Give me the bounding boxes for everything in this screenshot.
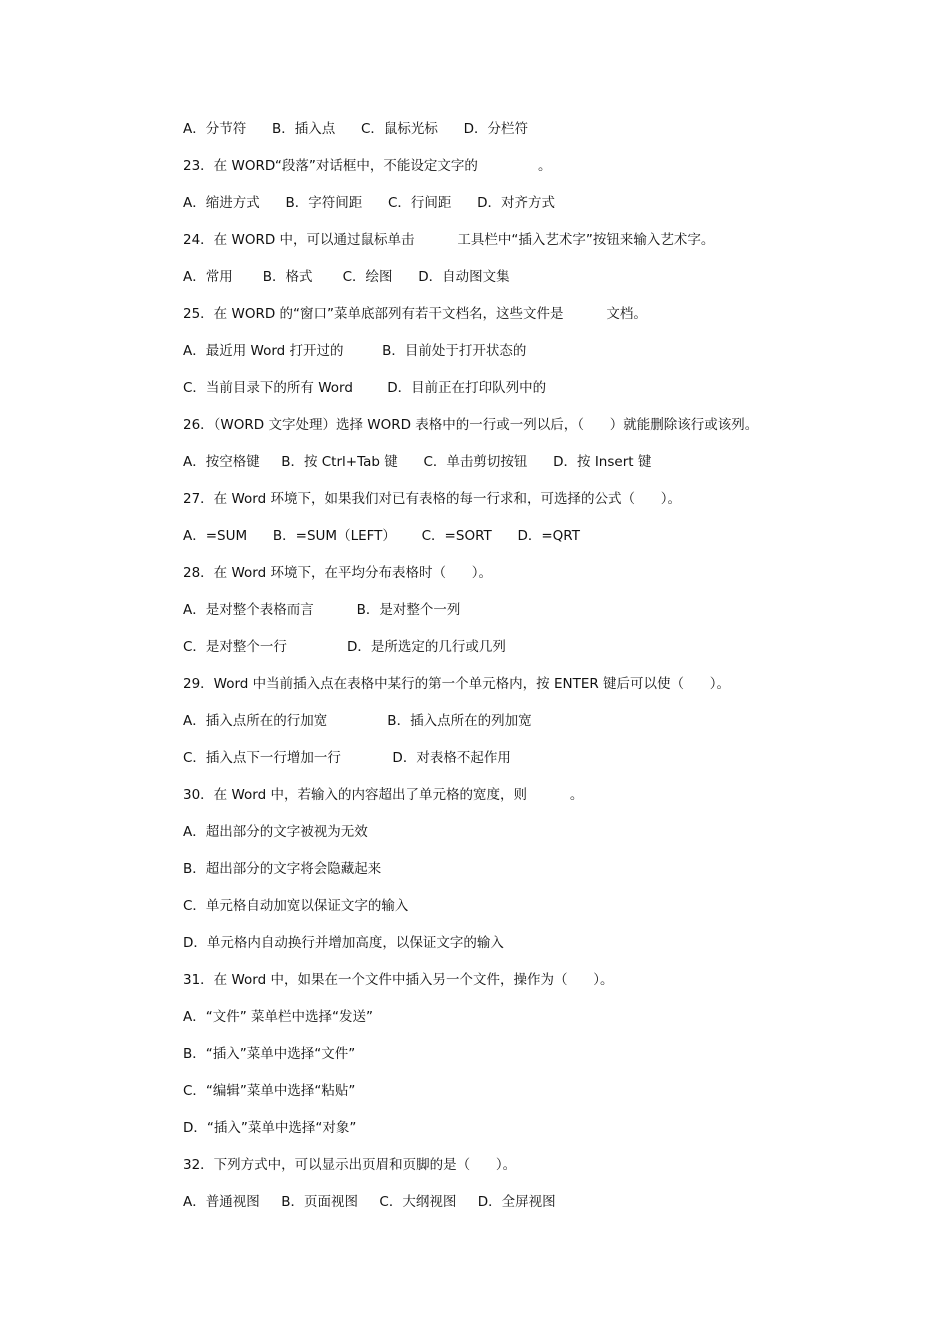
text-line: C．插入点下一行增加一行 D．对表格不起作用 xyxy=(183,750,511,766)
question-32: 32．下列方式中，可以显示出页眉和页脚的是（ ）。 xyxy=(183,1157,517,1173)
text-line: C．当前目录下的所有 Word D．目前正在打印队列中的 xyxy=(183,380,547,396)
text-line: A．按空格键 B．按 Ctrl+Tab 键 C．单击剪切按钮 D．按 Insert 键 xyxy=(183,454,652,470)
text-line: C．是对整个一行 D．是所选定的几行或几列 xyxy=(183,639,506,655)
text-line: D．“插入”菜单中选择“对象” xyxy=(183,1120,357,1136)
question-29: 29．Word 中当前插入点在表格中某行的第一个单元格内，按 ENTER 键后可以使（ ）。 xyxy=(183,676,731,692)
text-line: A．常用 B．格式 C．绘图 D．自动图文集 xyxy=(183,269,510,285)
question-27: 27．在 Word 环境下，如果我们对已有表格的每一行求和，可选择的公式（ ）。 xyxy=(183,491,681,507)
text-line: B．超出部分的文字将会隐藏起来 xyxy=(183,861,382,877)
text-line: A．普通视图 B．页面视图 C．大纲视图 D．全屏视图 xyxy=(183,1194,556,1210)
text-line: A．是对整个表格而言 B．是对整个一列 xyxy=(183,602,461,618)
text-line: A．超出部分的文字被视为无效 xyxy=(183,824,368,840)
question-23: 23．在 WORD“段落”对话框中，不能设定文字的 。 xyxy=(183,158,552,174)
text-line: A．插入点所在的行加宽 B．插入点所在的列加宽 xyxy=(183,713,532,729)
question-24: 24．在 WORD 中，可以通过鼠标单击 工具栏中“插入艺术字”按钮来输入艺术字。 xyxy=(183,232,715,248)
text-line: D．单元格内自动换行并增加高度，以保证文字的输入 xyxy=(183,935,504,951)
question-31: 31．在 Word 中，如果在一个文件中插入另一个文件，操作为（ ）。 xyxy=(183,972,614,988)
text-line: A．=SUM B．=SUM（LEFT） C．=SORT D．=QRT xyxy=(183,528,580,544)
text-line: A．缩进方式 B．字符间距 C．行间距 D．对齐方式 xyxy=(183,195,556,211)
question-25: 25．在 WORD 的“窗口”菜单底部列有若干文档名，这些文件是 文档。 xyxy=(183,306,647,322)
question-26: 26．（WORD 文字处理）选择 WORD 表格中的一行或一列以后，（ ）就能删除该行或该列。 xyxy=(183,417,759,433)
text-line: A．“文件” 菜单栏中选择“发送” xyxy=(183,1009,374,1025)
text-line: C．“编辑”菜单中选择“粘贴” xyxy=(183,1083,356,1099)
question-28: 28．在 Word 环境下，在平均分布表格时（ ）。 xyxy=(183,565,492,581)
text-line: B．“插入”菜单中选择“文件” xyxy=(183,1046,356,1062)
text-line: A．最近用 Word 打开过的 B．目前处于打开状态的 xyxy=(183,343,527,359)
text-line: A．分节符 B．插入点 C．鼠标光标 D．分栏符 xyxy=(183,121,529,137)
question-text-block xyxy=(183,119,883,1229)
question-30: 30．在 Word 中，若输入的内容超出了单元格的宽度，则 。 xyxy=(183,787,584,803)
text-line: C．单元格自动加宽以保证文字的输入 xyxy=(183,898,409,914)
